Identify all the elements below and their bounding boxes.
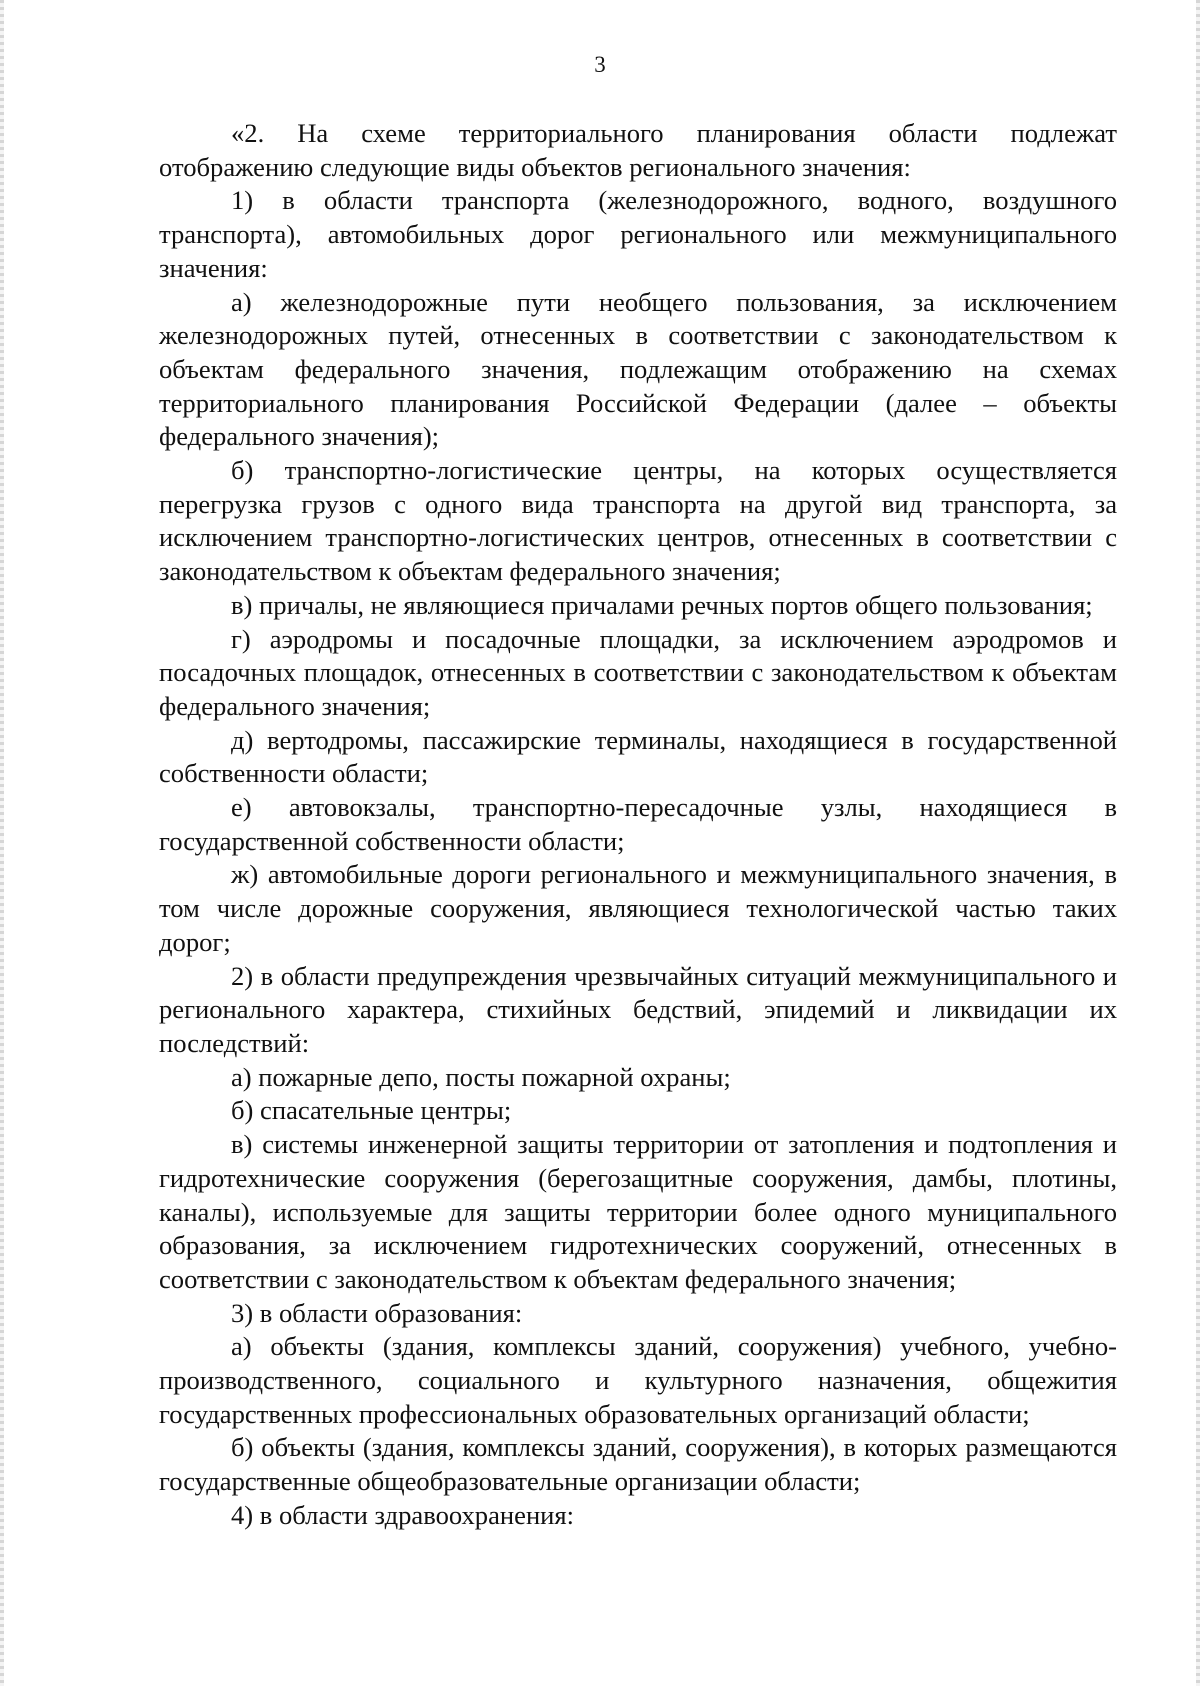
scan-edge-left [0, 0, 4, 1686]
paragraph-item-2-emergency: 2) в области предупреждения чрезвычайных ситуаций межмуниципального и регионального характера, стихийных бедствий, эпидемий и ликвидации их последствий: [159, 960, 1117, 1058]
scan-edge-right [1196, 0, 1200, 1686]
paragraph-item-1g: г) аэродромы и посадочные площадки, за исключением аэродромов и посадочных площадок, отнесенных в соответствии с законодательством к объектам федерального значения; [159, 623, 1117, 721]
paragraph-item-1-transport: 1) в области транспорта (железнодорожного, водного, воздушного транспорта), автомобильных дорог регионального или межмуниципального значения: [159, 185, 1117, 283]
document-body [159, 117, 1117, 1533]
paragraph-item-2a: а) пожарные депо, посты пожарной охраны; [231, 1061, 731, 1092]
paragraph-item-1e: е) автовокзалы, транспортно-пересадочные узлы, находящиеся в государственной собственности области; [159, 792, 1117, 856]
paragraph-item-1v: в) причалы, не являющиеся причалами речных портов общего пользования; [231, 589, 1093, 620]
paragraph-intro: «2. На схеме территориального планирования области подлежат отображению следующие виды объектов регионального значения: [159, 118, 1117, 182]
paragraph-item-3-education: 3) в области образования: [231, 1297, 523, 1328]
paragraph-item-1d: д) вертодромы, пассажирские терминалы, находящиеся в государственной собственности области; [159, 724, 1117, 789]
paragraph-item-1b: б) транспортно-логистические центры, на которых осуществляется перегрузка грузов с одного вида транспорта на другой вид транспорта, за исключением транспортно-логистических центров, отнесенных в соответствии с законодательством к объектам федерального значения; [159, 455, 1117, 587]
page-number: 3 [594, 52, 606, 77]
paragraph-item-1zh: ж) автомобильные дороги регионального и межмуниципального значения, в том числе дорожные сооружения, являющиеся технологической частью таких дорог; [159, 859, 1117, 957]
paragraph-item-3b: б) объекты (здания, комплексы зданий, сооружения), в которых размещаются государственные общеобразовательные организации области; [159, 1432, 1117, 1497]
paragraph-item-2v: в) системы инженерной защиты территории от затопления и подтопления и гидротехнические сооружения (берегозащитные сооружения, дамбы, плотины, каналы), используемые для защиты территории более одного муниципального образования, за исключением гидротехнических сооружений, отнесенных в соответствии с законодательством к объектам федерального значения; [159, 1129, 1117, 1294]
paragraph-item-4-healthcare: 4) в области здравоохранения: [231, 1499, 575, 1530]
paragraph-item-2b: б) спасательные центры; [231, 1095, 512, 1126]
paragraph-item-1a: а) железнодорожные пути необщего пользования, за исключением железнодорожных путей, отнесенных в соответствии с законодательством к объектам федерального значения, подлежащим отображению на схемах территориального планирования Российской Федерации (далее – объекты федерального значения); [159, 286, 1117, 452]
paragraph-item-3a: а) объекты (здания, комплексы зданий, сооружения) учебного, учебно-производственного, социального и культурного назначения, общежития государственных профессиональных образовательных организаций области; [159, 1331, 1117, 1429]
